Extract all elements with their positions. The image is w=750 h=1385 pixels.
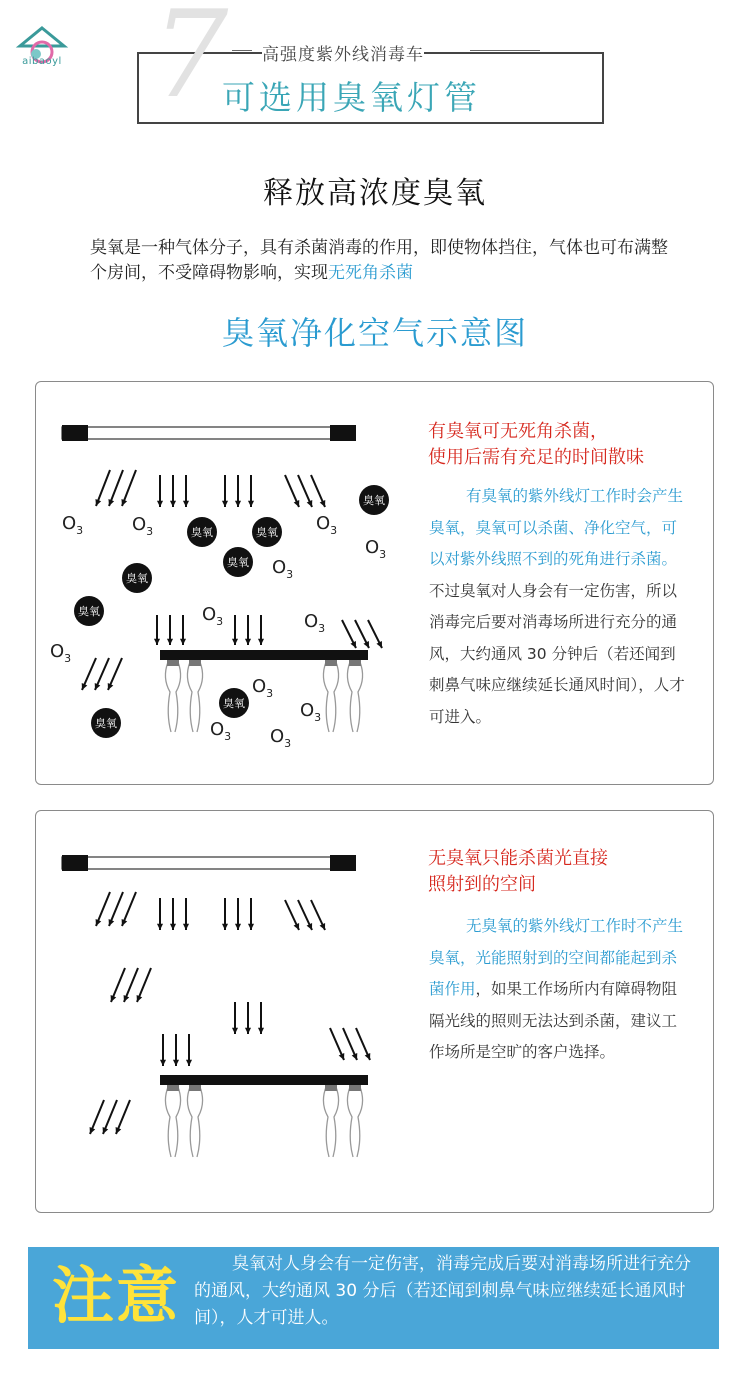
light-arrow-head	[186, 1060, 192, 1066]
table-leg-joint	[325, 1085, 337, 1091]
intro-text: 臭氧是一种气体分子，具有杀菌消毒的作用，即使物体挡住，气体也可布满整个房间，不受障碍物影响，实现	[90, 238, 668, 283]
light-arrow-head	[258, 639, 264, 645]
table-leg	[187, 662, 202, 732]
no-ozone-diagram	[40, 820, 410, 1200]
ozone-molecule-label: 臭氧	[95, 717, 117, 730]
section-title: 臭氧净化空气示意图	[221, 314, 528, 352]
o3-label: $O_3$	[270, 726, 292, 750]
ozone-molecule-label: 臭氧	[223, 697, 245, 710]
ozone-molecule-label: 臭氧	[191, 526, 213, 539]
panel1-title	[428, 419, 644, 471]
light-arrow-head	[258, 1028, 264, 1034]
o3-label: $O_3$	[252, 676, 274, 700]
light-arrow-head	[232, 1028, 238, 1034]
panel2-title	[428, 846, 608, 898]
light-arrow-head	[235, 924, 241, 930]
logo-text: aibaoyl	[22, 56, 62, 67]
panel1-title-line1: 有臭氧可无死角杀菌，	[428, 421, 608, 442]
o3-label: $O_3$	[316, 513, 338, 537]
light-arrow-head	[157, 501, 163, 507]
ozone-molecule-label: 臭氧	[363, 494, 385, 507]
light-arrow-head	[245, 1028, 251, 1034]
light-arrow-head	[245, 639, 251, 645]
o3-label: $O_3$	[365, 537, 387, 561]
o3-label: $O_3$	[132, 514, 154, 538]
header-subtitle: 高强度紫外线消毒车	[262, 40, 424, 65]
o3-label: $O_3$	[304, 611, 326, 635]
light-arrow-head	[173, 1060, 179, 1066]
intro-highlight: 无死角杀菌	[328, 263, 413, 283]
light-arrow-head	[222, 501, 228, 507]
light-arrow-head	[180, 639, 186, 645]
o3-label: $O_3$	[272, 557, 294, 581]
main-title: 释放高浓度臭氧	[263, 176, 487, 211]
o3-label: $O_3$	[300, 700, 322, 724]
ozone-diagram	[40, 390, 410, 770]
light-arrow-head	[232, 639, 238, 645]
uv-lamp-cap-right	[330, 855, 356, 871]
ozone-molecule-label: 臭氧	[126, 572, 148, 585]
panel1-title-line2: 使用后需有充足的时间散味	[428, 447, 644, 468]
panel2-para-blue: 无臭氧的紫外线灯工作时不产生臭氧，光能照射到的空间都能起到杀菌作	[429, 917, 684, 998]
light-arrow-head	[154, 639, 160, 645]
panel2-para-blue-end: 用	[460, 980, 476, 998]
header-rule-left	[232, 50, 252, 51]
panel1-para-blue: 有臭氧的紫外线灯工作时会产生臭氧，臭氧可以杀菌、净化空气，可以对紫外线照不到的死角进行杀菌。	[429, 487, 684, 568]
light-arrow-head	[248, 924, 254, 930]
uv-lamp-tube	[62, 857, 352, 869]
table-leg-joint	[189, 1085, 201, 1091]
light-arrow-head	[170, 501, 176, 507]
intro-paragraph	[90, 236, 680, 286]
panel2-title-line1: 无臭氧只能杀菌光直接	[428, 848, 608, 869]
light-arrow-head	[248, 501, 254, 507]
light-arrow-head	[222, 924, 228, 930]
light-arrow-head	[183, 501, 189, 507]
light-arrow-head	[167, 639, 173, 645]
table-leg	[165, 662, 180, 732]
o3-label: $O_3$	[50, 641, 72, 665]
header-number: 7	[152, 0, 229, 125]
panel2-paragraph	[429, 911, 691, 1069]
table-leg-joint	[189, 660, 201, 666]
light-arrow-head	[183, 924, 189, 930]
panel1-para-rest: 不过臭氧对人身会有一定伤害，所以消毒完后要对消毒场所进行充分的通风，大约通风 30 分钟后（若还闻到刺鼻气味应继续延长通风时间），人才可进入。	[429, 581, 685, 726]
table-leg-joint	[167, 1085, 179, 1091]
ozone-molecule-label: 臭氧	[78, 605, 100, 618]
panel2-para-rest: ，如果工作场所内有障碍物阻隔光线的照则无法达到杀菌，建议工作场所是空旷的客户选择。	[429, 980, 678, 1061]
header-rule-right	[470, 50, 540, 51]
table-leg	[347, 1087, 362, 1157]
table-top	[160, 650, 368, 660]
uv-lamp-cap-right	[330, 425, 356, 441]
table-leg-joint	[349, 1085, 361, 1091]
uv-lamp-tube	[62, 427, 352, 439]
ozone-molecule-label: 臭氧	[256, 526, 278, 539]
light-arrow-head	[170, 924, 176, 930]
notice-heading: 注意	[52, 1259, 181, 1332]
panel2-title-line2: 照射到的空间	[428, 874, 536, 895]
uv-lamp-cap-left	[62, 425, 88, 441]
light-arrow-head	[235, 501, 241, 507]
table-leg	[323, 1087, 338, 1157]
ozone-molecule-label: 臭氧	[227, 556, 249, 569]
table-leg-joint	[167, 660, 179, 666]
table-leg	[323, 662, 338, 732]
table-leg	[187, 1087, 202, 1157]
o3-label: $O_3$	[62, 513, 84, 537]
table-leg-joint	[349, 660, 361, 666]
o3-label: $O_3$	[210, 719, 232, 743]
table-top	[160, 1075, 368, 1085]
table-leg	[347, 662, 362, 732]
light-arrow-head	[157, 924, 163, 930]
table-leg	[165, 1087, 180, 1157]
table-leg-joint	[325, 660, 337, 666]
light-arrow-head	[160, 1060, 166, 1066]
o3-label: $O_3$	[202, 604, 224, 628]
panel1-paragraph	[429, 481, 691, 733]
uv-lamp-cap-left	[62, 855, 88, 871]
header-title: 可选用臭氧灯管	[222, 78, 481, 117]
notice-text: 臭氧对人身会有一定伤害，消毒完成后要对消毒场所进行充分的通风，大约通风 30 分后（若还闻到刺鼻气味应继续延长通风时间），人才可进人。	[194, 1254, 691, 1328]
